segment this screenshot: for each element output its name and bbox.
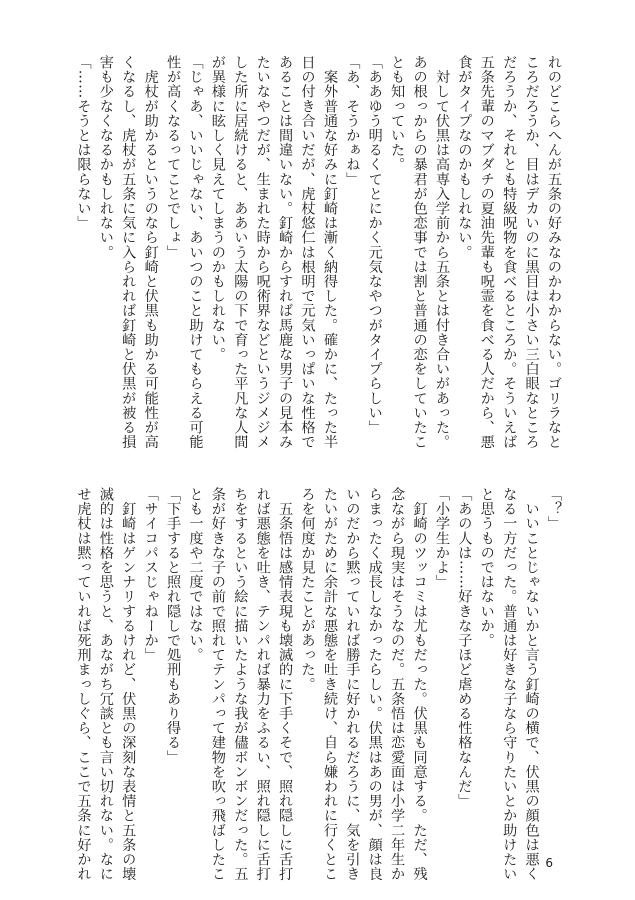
text-line: が異様に眩しく見えてしまうのかもしれない。 (209, 55, 226, 362)
text-line: とも知っていた。 (389, 55, 406, 172)
text-line: とも一度や二度ではない。 (187, 487, 204, 663)
text-line: 条が好きな子の前で照れてテンパって建物を吹っ飛ばしたこ (209, 487, 226, 882)
text-line: 「……そうとは限らない」 (75, 55, 92, 231)
text-line: あの根っからの暴君が色恋事では割と普通の恋をしていたこ (411, 55, 428, 450)
text-line: 案外普通な好みに釘崎は漸く納得した。確かに、たった半 (321, 55, 338, 450)
text-line: ろを何度か見たことがあった。 (299, 487, 316, 692)
text-line: ころだろうか、目はデカいのに黒目は小さい三白眼なところ (523, 55, 540, 450)
text-line: らまったく成長しなかったらしい。伏黒はあの男が、顔は良 (366, 487, 383, 882)
text-line: 虎杖が助かるというのなら釘崎と伏黒も助かる可能性が高 (142, 55, 159, 450)
text-line: 五条悟は感情表現も壊滅的に下手くそで、照れ隠しに舌打 (277, 487, 294, 882)
text-line: くなるし、虎杖が五条に気に入られれば釘崎と伏黒が被る損 (120, 55, 137, 450)
text-line: 「ああゆう明るくてとにかく元気なやつがタイプらしい」 (366, 55, 383, 435)
text-line: 五条先輩のマブダチの夏油先輩も呪霊を食べる人だから、悪 (478, 55, 495, 450)
text-line: たいなやつだが、生まれた時から呪術界などというジメジメ (254, 55, 271, 450)
text-line: 対して伏黒は高専入学前から五条とは付き合いがあった。 (433, 55, 450, 450)
text-line: 滅的は性格を思うと、あながち冗談とも言い切れない。なに (97, 487, 114, 882)
text-block-bottom (75, 487, 565, 882)
text-line: ちをするという絵に描いたような我が儘ボンボンだった。五 (232, 487, 249, 882)
page-number: 6 (545, 856, 553, 870)
text-line: 「あの人は……好きな子ほど虐める性格なんだ」 (456, 487, 473, 809)
text-line: 害も少なくなるかもしれない。 (97, 55, 114, 260)
text-line: 性が高くなるってことでしょ」 (165, 55, 182, 260)
text-line: いいことじゃないかと言う釘崎の横で、伏黒の顔色は悪く (523, 487, 540, 882)
text-block-top (75, 55, 565, 450)
text-line: 「小学生かよ」 (433, 487, 450, 590)
text-line: れば悪態を吐き、テンパれば暴力をふるい、照れ隠しに舌打 (254, 487, 271, 882)
text-line: たいがために余計な悪態を吐き続け、自ら嫌われに行くとこ (321, 487, 338, 882)
text-line: いのだから黙っていれば勝手に好かれるだろうに、気を引き (344, 487, 361, 882)
text-line: 「下手すると照れ隠しで処刑もあり得る」 (165, 487, 182, 765)
text-line: あることは間違いない。釘崎からすれば馬鹿な男子の見本み (277, 55, 294, 450)
text-line: れのどこらへんが五条の好みなのかわからない。ゴリラなと (546, 55, 562, 450)
text-line: 念ながら現実はそうなのだ。五条悟は恋愛面は小学二年生か (389, 487, 406, 882)
text-line: と思うものではないか。 (478, 487, 495, 648)
text-line: 「？」 (546, 487, 562, 531)
text-line: 「サイコパスじゃねーか」 (142, 487, 159, 663)
text-line: 釘崎のツッコミは尤もだった。伏黒も同意する。ただ、残 (411, 487, 428, 882)
text-line: 「あ、そうかぁね」 (344, 55, 361, 187)
text-line: だろうか、それとも特級呪物を食べるところか。そういえば (501, 55, 518, 450)
text-line: した所に居続けると、ああいう太陽の下で育った平凡な人間 (232, 55, 249, 450)
text-line: 「じゃあ、いいじゃない、あいつのこと助けてもらえる可能 (187, 55, 204, 450)
text-line: 日の付き合いだが、虎杖悠仁は根明で元気いっぱいな性格で (299, 55, 316, 450)
text-line: 釘崎はゲンナリするけれど、伏黒の深刻な表情と五条の壊 (120, 487, 137, 882)
text-line: 食がタイプなのかもしれない。 (456, 55, 473, 260)
text-line: せ虎杖は黙っていれば死刑まっしぐら、ここで五条に好かれ (75, 487, 92, 882)
text-line: なる一方だった。普通は好きな子なら守りたいとか助けたい (501, 487, 518, 882)
